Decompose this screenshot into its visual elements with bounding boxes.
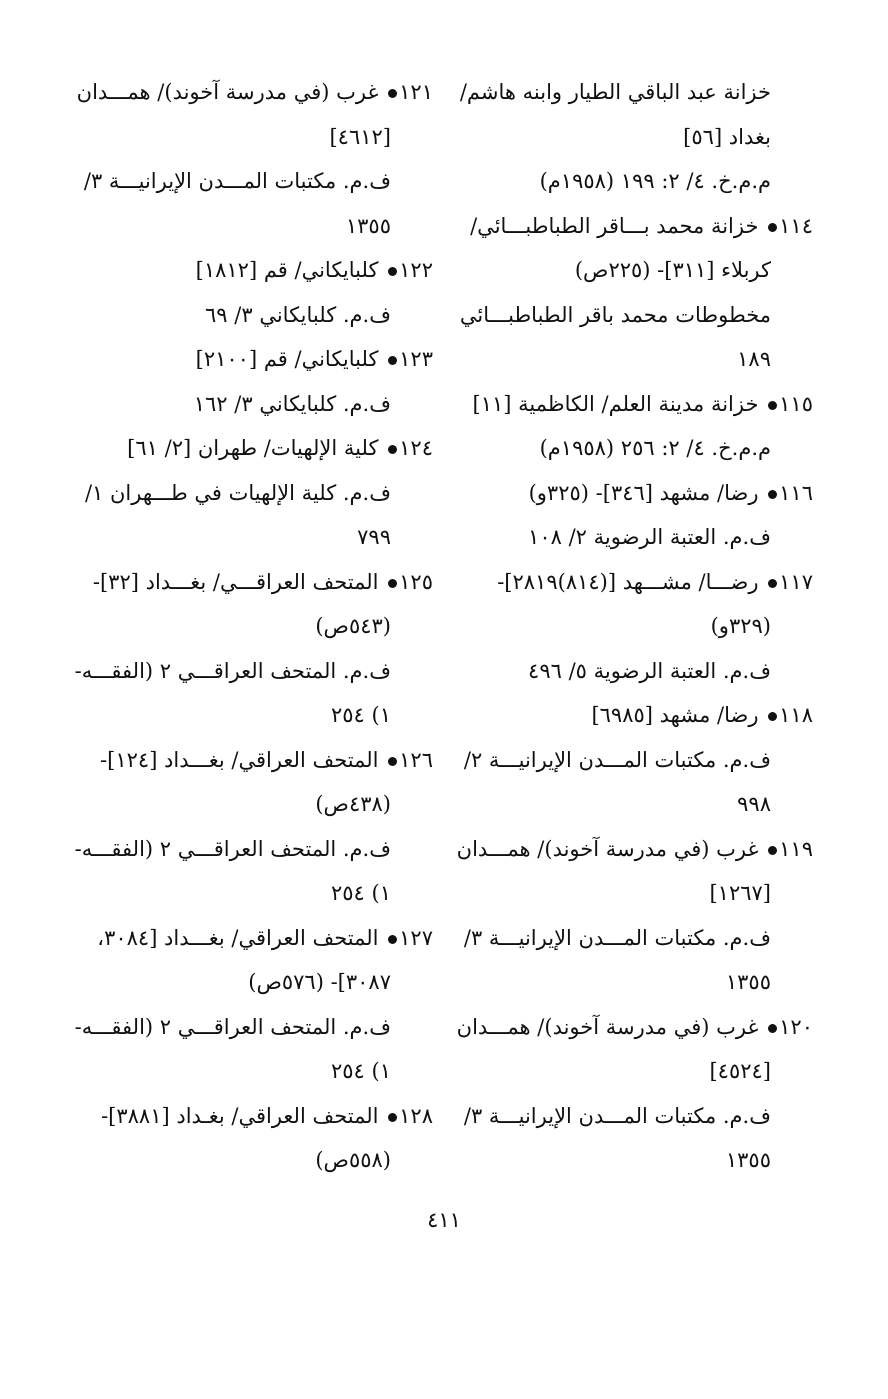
- bullet-icon: [768, 223, 777, 232]
- entry-number: ١٢١: [399, 80, 433, 104]
- entry-text: كلية الإلهيات/ طهران [٢/ ٦١]: [127, 436, 379, 460]
- continuation-line: [٤٦١٢]: [329, 124, 391, 149]
- catalog-entry: [88, 337, 433, 382]
- entry-text: غرب (في مدرسة آخوند)/ همـــدان: [456, 1014, 759, 1039]
- continuation-line: خزانة عبد الباقي الطيار وابنه هاشم/: [459, 80, 771, 104]
- bullet-icon: [388, 1113, 397, 1122]
- continuation-line: ٣٠٨٧]- (٥٧٦ص): [248, 970, 391, 994]
- page-number: ٤١١: [427, 1208, 461, 1232]
- right-column: [456, 70, 813, 1183]
- bullet-icon: [768, 1024, 777, 1033]
- reference-line: ف.م. مكتبات المـــدن الإيرانيـــة ٣/: [463, 1103, 771, 1128]
- continuation-line: ١) ٢٥٤: [331, 1059, 391, 1083]
- catalog-entry: [88, 738, 433, 783]
- bullet-icon: [388, 267, 397, 276]
- reference-line: ف.م. كلبايكاني ٣/ ١٦٢: [193, 391, 391, 416]
- reference-line: ف.م. العتبة الرضوية ٢/ ١٠٨: [528, 525, 771, 549]
- reference-line: ف.م. كلية الإلهيات في طـــهران ١/: [84, 480, 391, 505]
- bullet-icon: [768, 579, 777, 588]
- entry-number: ١٢٨: [399, 1103, 433, 1128]
- bullet-icon: [388, 356, 397, 365]
- reference-line: ف.م. مكتبات المـــدن الإيرانيـــة ٣/: [463, 925, 771, 950]
- continuation-line: (٥٤٣ص): [315, 614, 391, 638]
- entry-text: المتحف العراقي/ بغـــداد [١٢٤]-: [100, 747, 379, 772]
- entry-text: كلبايكاني/ قم [٢١٠٠]: [195, 347, 379, 371]
- reference-line: م.م.خ. ٤/ ٢: ٢٥٦ (١٩٥٨م): [539, 436, 771, 460]
- continuation-line: ١٣٥٥: [725, 970, 771, 994]
- entry-number: ١٢٠: [779, 1014, 813, 1039]
- bullet-icon: [388, 445, 397, 454]
- catalog-entry: [88, 560, 433, 605]
- entry-text: المتحف العراقي/ بغـداد [٣٨٨١]-: [101, 1103, 379, 1128]
- continuation-line: [٤٥٢٤]: [709, 1059, 771, 1083]
- catalog-entry: [456, 827, 813, 872]
- bullet-icon: [388, 757, 397, 766]
- continuation-line: ١) ٢٥٤: [331, 703, 391, 727]
- entry-text: غرب (في مدرسة آخوند)/ همـــدان: [76, 80, 379, 104]
- left-column: [74, 70, 433, 1183]
- catalog-entry: [88, 248, 433, 293]
- entry-text: خزانة محمد بـــاقر الطباطبـــائي/: [470, 213, 759, 238]
- continuation-line: ٧٩٩: [357, 525, 391, 549]
- reference-line: ف.م. العتبة الرضوية ٥/ ٤٩٦: [528, 658, 771, 683]
- reference-line: م.م.خ. ٤/ ٢: ١٩٩ (١٩٥٨م): [539, 169, 771, 193]
- entry-text: خزانة مدينة العلم/ الكاظمية [١١]: [472, 391, 759, 416]
- continuation-line: (٤٣٨ص): [315, 792, 391, 816]
- entry-number: ١١٥: [779, 391, 813, 416]
- catalog-entry: [456, 1005, 813, 1050]
- entry-text: غرب (في مدرسة آخوند)/ همـــدان: [456, 836, 759, 861]
- entry-number: ١١٨: [779, 703, 813, 727]
- catalog-entry: [475, 693, 813, 738]
- continuation-line: (٣٢٩و): [710, 614, 771, 638]
- bullet-icon: [768, 401, 777, 410]
- entry-text: المتحف العراقـــي/ بغـــداد [٣٢]-: [92, 569, 379, 594]
- bullet-icon: [768, 490, 777, 499]
- continuation-line: ٩٩٨: [737, 792, 771, 816]
- catalog-entry: [76, 70, 433, 115]
- reference-line: ف.م. مكتبات المـــدن الإيرانيـــة ٣/: [83, 169, 391, 193]
- continuation-line: [١٢٦٧]: [709, 881, 771, 905]
- entry-number: ١١٩: [779, 836, 813, 861]
- catalog-entry: [88, 426, 433, 471]
- bullet-icon: [388, 89, 397, 98]
- continuation-line: بغداد [٥٦]: [683, 124, 771, 149]
- entry-number: ١٢٢: [399, 258, 433, 282]
- catalog-entry: [475, 560, 813, 605]
- entry-number: ١١٤: [779, 213, 813, 238]
- bullet-icon: [388, 579, 397, 588]
- entry-number: ١١٦: [779, 480, 813, 505]
- entry-text: كلبايكاني/ قم [١٨١٢]: [195, 258, 379, 282]
- catalog-entry: [88, 1094, 433, 1139]
- entry-text: المتحف العراقي/ بغـــداد [٣٠٨٤،: [97, 925, 379, 950]
- reference-line: ف.م. المتحف العراقـــي ٢ (الفقـــه-: [74, 1014, 391, 1039]
- reference-line: ف.م. كلبايكاني ٣/ ٦٩: [205, 302, 391, 327]
- continuation-line: ١٣٥٥: [345, 213, 391, 238]
- catalog-entry: [470, 204, 813, 249]
- catalog-entry: [472, 382, 813, 427]
- reference-line: مخطوطات محمد باقر الطباطبـــائي: [459, 302, 771, 327]
- bullet-icon: [768, 712, 777, 721]
- entry-number: ١٢٤: [399, 436, 433, 460]
- continuation-line: ١) ٢٥٤: [331, 881, 391, 905]
- entry-number: ١٢٣: [399, 347, 433, 371]
- entry-number: ١٢٧: [399, 925, 433, 950]
- continuation-line: ١٣٥٥: [725, 1148, 771, 1172]
- entry-text: رضا/ مشهد [٣٤٦]- (٣٢٥و): [528, 480, 759, 505]
- catalog-entry: [88, 916, 433, 961]
- catalog-entry: [475, 471, 813, 516]
- bullet-icon: [388, 935, 397, 944]
- reference-line: ف.م. مكتبات المـــدن الإيرانيـــة ٢/: [463, 747, 771, 772]
- continuation-line: ١٨٩: [737, 347, 771, 371]
- continuation-line: (٥٥٨ص): [315, 1148, 391, 1172]
- reference-line: ف.م. المتحف العراقـــي ٢ (الفقـــه-: [74, 658, 391, 683]
- entry-text: رضا/ مشهد [٦٩٨٥]: [591, 703, 759, 727]
- entry-number: ١٢٥: [399, 569, 433, 594]
- entry-number: ١٢٦: [399, 747, 433, 772]
- continuation-line: كربلاء [٣١١]- (٢٢٥ص): [574, 258, 771, 282]
- entry-number: ١١٧: [779, 569, 813, 594]
- bullet-icon: [768, 846, 777, 855]
- reference-line: ف.م. المتحف العراقـــي ٢ (الفقـــه-: [74, 836, 391, 861]
- entry-text: رضـــا/ مشـــهد [(٨١٤)٢٨١٩]-: [497, 569, 759, 594]
